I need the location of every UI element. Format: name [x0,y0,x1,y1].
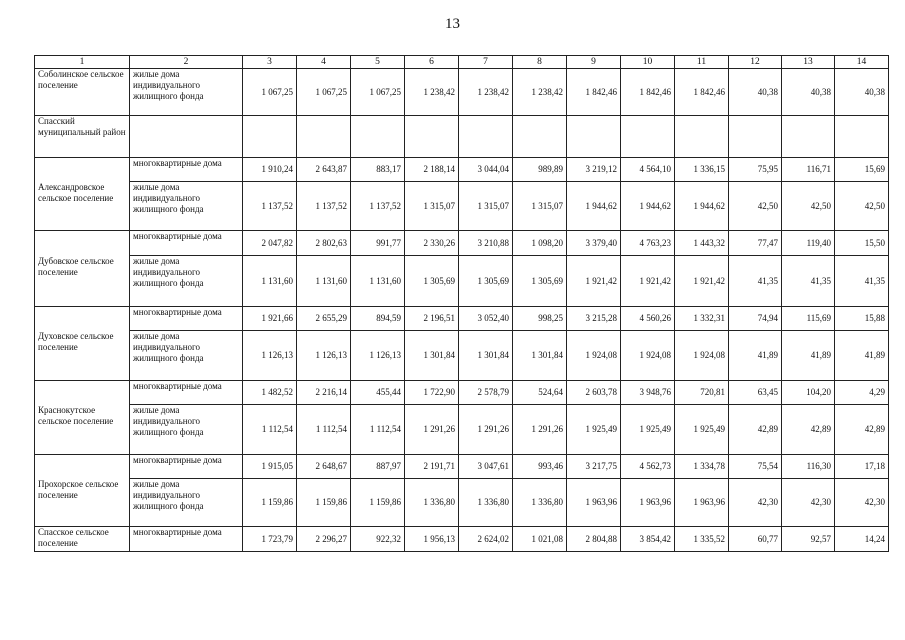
value-cell: 14,24 [835,527,889,552]
value-cell: 887,97 [351,455,405,479]
column-header: 4 [297,56,351,69]
value-cell: 1 334,78 [675,455,729,479]
value-cell: 115,69 [782,307,835,331]
value-cell: 1 291,26 [459,405,513,455]
value-cell: 1 131,60 [351,256,405,307]
value-cell: 2 196,51 [405,307,459,331]
value-cell: 720,81 [675,381,729,405]
housing-type-cell: жилые дома индивидуального жилищного фонда [130,331,243,381]
table-row [35,158,889,182]
value-cell: 2 047,82 [243,231,297,256]
value-cell: 1 336,80 [405,479,459,527]
settlement-cell: Соболинское сельское поселение [35,69,130,116]
value-cell: 15,50 [835,231,889,256]
value-cell: 40,38 [782,69,835,116]
value-cell: 15,69 [835,158,889,182]
column-header: 12 [729,56,782,69]
value-cell [782,116,835,158]
value-cell: 4 763,23 [621,231,675,256]
value-cell: 2 330,26 [405,231,459,256]
table-row [35,116,889,158]
value-cell: 455,44 [351,381,405,405]
value-cell: 15,88 [835,307,889,331]
value-cell: 1 924,08 [567,331,621,381]
value-cell: 42,89 [835,405,889,455]
table-row [35,69,889,116]
value-cell: 2 188,14 [405,158,459,182]
value-cell: 3 948,76 [621,381,675,405]
housing-type-cell: многоквартирные дома [130,455,243,479]
value-cell: 75,95 [729,158,782,182]
value-cell: 1 159,86 [243,479,297,527]
value-cell: 1 126,13 [351,331,405,381]
value-cell: 42,89 [782,405,835,455]
value-cell [513,116,567,158]
value-cell: 1 305,69 [513,256,567,307]
value-cell: 1 842,46 [567,69,621,116]
value-cell: 1 137,52 [243,182,297,231]
value-cell: 1 925,49 [675,405,729,455]
value-cell: 4 564,10 [621,158,675,182]
table-row [35,527,889,552]
value-cell: 1 910,24 [243,158,297,182]
value-cell: 1 336,80 [459,479,513,527]
table-row [35,256,889,307]
settlement-cell-spacer [35,381,130,405]
value-cell: 1 305,69 [459,256,513,307]
column-header: 2 [130,56,243,69]
value-cell: 42,50 [835,182,889,231]
value-cell: 1 067,25 [243,69,297,116]
column-header: 6 [405,56,459,69]
value-cell: 41,89 [729,331,782,381]
value-cell: 3 052,40 [459,307,513,331]
value-cell: 922,32 [351,527,405,552]
value-cell: 3 044,04 [459,158,513,182]
value-cell: 60,77 [729,527,782,552]
value-cell: 41,35 [782,256,835,307]
column-header: 1 [35,56,130,69]
housing-type-cell: многоквартирные дома [130,231,243,256]
table-row [35,405,889,455]
value-cell: 1 098,20 [513,231,567,256]
value-cell: 92,57 [782,527,835,552]
value-cell: 1 112,54 [351,405,405,455]
value-cell: 4,29 [835,381,889,405]
table-row [35,231,889,256]
value-cell: 41,89 [835,331,889,381]
value-cell: 74,94 [729,307,782,331]
table-row [35,479,889,527]
value-cell: 1 067,25 [297,69,351,116]
column-header: 3 [243,56,297,69]
housing-type-cell: жилые дома индивидуального жилищного фонда [130,405,243,455]
column-header: 8 [513,56,567,69]
value-cell [351,116,405,158]
value-cell: 41,35 [835,256,889,307]
value-cell: 883,17 [351,158,405,182]
table-row [35,307,889,331]
value-cell [297,116,351,158]
value-cell: 1 315,07 [459,182,513,231]
value-cell: 3 217,75 [567,455,621,479]
header-row [35,56,889,69]
value-cell: 1 291,26 [405,405,459,455]
value-cell: 1 921,42 [567,256,621,307]
value-cell: 42,89 [729,405,782,455]
housing-type-cell: многоквартирные дома [130,381,243,405]
value-cell [405,116,459,158]
value-cell [243,116,297,158]
housing-type-cell: жилые дома индивидуального жилищного фонда [130,69,243,116]
settlement-cell-spacer [35,158,130,182]
value-cell: 1 301,84 [459,331,513,381]
column-header: 13 [782,56,835,69]
value-cell [621,116,675,158]
settlement-cell: Духовское сельское поселение [35,331,130,381]
table-row [35,182,889,231]
value-cell: 524,64 [513,381,567,405]
value-cell: 42,30 [729,479,782,527]
value-cell: 1 137,52 [297,182,351,231]
settlement-cell: Спасское сельское поселение [35,527,130,552]
value-cell: 1 915,05 [243,455,297,479]
value-cell: 1 301,84 [513,331,567,381]
value-cell: 1 126,13 [297,331,351,381]
value-cell: 1 159,86 [297,479,351,527]
value-cell: 2 603,78 [567,381,621,405]
tariff-table [34,55,889,552]
column-header: 11 [675,56,729,69]
value-cell: 1 112,54 [243,405,297,455]
settlement-cell: Прохорское сельское поселение [35,479,130,527]
value-cell: 1 924,08 [675,331,729,381]
value-cell: 4 560,26 [621,307,675,331]
value-cell: 1 137,52 [351,182,405,231]
value-cell: 1 963,96 [675,479,729,527]
value-cell: 2 191,71 [405,455,459,479]
value-cell: 1 723,79 [243,527,297,552]
value-cell: 41,89 [782,331,835,381]
value-cell: 116,30 [782,455,835,479]
value-cell: 40,38 [835,69,889,116]
value-cell: 63,45 [729,381,782,405]
value-cell: 1 336,80 [513,479,567,527]
housing-type-cell [130,116,243,158]
value-cell: 1 921,42 [621,256,675,307]
settlement-cell-spacer [35,231,130,256]
value-cell: 1 842,46 [621,69,675,116]
value-cell: 894,59 [351,307,405,331]
value-cell: 3 215,28 [567,307,621,331]
value-cell: 2 655,29 [297,307,351,331]
value-cell: 3 379,40 [567,231,621,256]
value-cell: 2 802,63 [297,231,351,256]
value-cell: 1 021,08 [513,527,567,552]
value-cell: 998,25 [513,307,567,331]
value-cell [675,116,729,158]
settlement-cell: Краснокутское сельское поселение [35,405,130,455]
page-number: 13 [445,16,460,32]
value-cell: 1 963,96 [621,479,675,527]
value-cell: 1 842,46 [675,69,729,116]
value-cell: 116,71 [782,158,835,182]
value-cell: 104,20 [782,381,835,405]
value-cell: 1 443,32 [675,231,729,256]
value-cell: 42,30 [782,479,835,527]
housing-type-cell: многоквартирные дома [130,527,243,552]
value-cell: 3 854,42 [621,527,675,552]
value-cell: 1 238,42 [459,69,513,116]
value-cell [835,116,889,158]
value-cell: 42,50 [782,182,835,231]
table-row [35,331,889,381]
value-cell: 991,77 [351,231,405,256]
housing-type-cell: многоквартирные дома [130,158,243,182]
table-row [35,455,889,479]
value-cell: 1 925,49 [621,405,675,455]
value-cell: 1 112,54 [297,405,351,455]
value-cell [567,116,621,158]
value-cell: 1 924,08 [621,331,675,381]
value-cell [729,116,782,158]
value-cell: 119,40 [782,231,835,256]
value-cell: 41,35 [729,256,782,307]
value-cell: 75,54 [729,455,782,479]
table-row [35,381,889,405]
value-cell: 2 578,79 [459,381,513,405]
value-cell: 1 131,60 [297,256,351,307]
value-cell: 1 944,62 [621,182,675,231]
housing-type-cell: многоквартирные дома [130,307,243,331]
housing-type-cell: жилые дома индивидуального жилищного фонда [130,256,243,307]
value-cell: 1 722,90 [405,381,459,405]
value-cell: 1 944,62 [567,182,621,231]
value-cell: 1 291,26 [513,405,567,455]
value-cell: 1 335,52 [675,527,729,552]
value-cell: 2 804,88 [567,527,621,552]
value-cell: 1 238,42 [513,69,567,116]
value-cell: 1 921,66 [243,307,297,331]
value-cell: 1 305,69 [405,256,459,307]
value-cell: 1 956,13 [405,527,459,552]
column-header: 9 [567,56,621,69]
value-cell [459,116,513,158]
value-cell: 1 301,84 [405,331,459,381]
value-cell: 3 210,88 [459,231,513,256]
column-header: 5 [351,56,405,69]
value-cell: 1 315,07 [405,182,459,231]
value-cell: 1 921,42 [675,256,729,307]
value-cell: 1 332,31 [675,307,729,331]
value-cell: 42,30 [835,479,889,527]
value-cell: 2 296,27 [297,527,351,552]
value-cell: 2 624,02 [459,527,513,552]
value-cell: 1 131,60 [243,256,297,307]
value-cell: 2 643,87 [297,158,351,182]
value-cell: 1 963,96 [567,479,621,527]
column-header: 14 [835,56,889,69]
settlement-cell: Спасский муниципальный район [35,116,130,158]
value-cell: 1 126,13 [243,331,297,381]
settlement-cell: Дубовское сельское поселение [35,256,130,307]
settlement-cell-spacer [35,455,130,479]
value-cell: 1 067,25 [351,69,405,116]
value-cell: 2 648,67 [297,455,351,479]
settlement-cell-spacer [35,307,130,331]
value-cell: 1 315,07 [513,182,567,231]
value-cell: 3 047,61 [459,455,513,479]
value-cell: 1 336,15 [675,158,729,182]
settlement-cell: Александровское сельское поселение [35,182,130,231]
value-cell: 993,46 [513,455,567,479]
value-cell: 1 944,62 [675,182,729,231]
value-cell: 17,18 [835,455,889,479]
value-cell: 1 482,52 [243,381,297,405]
value-cell: 3 219,12 [567,158,621,182]
value-cell: 1 925,49 [567,405,621,455]
value-cell: 4 562,73 [621,455,675,479]
column-header: 7 [459,56,513,69]
value-cell: 1 159,86 [351,479,405,527]
value-cell: 42,50 [729,182,782,231]
column-header: 10 [621,56,675,69]
value-cell: 77,47 [729,231,782,256]
value-cell: 2 216,14 [297,381,351,405]
value-cell: 989,89 [513,158,567,182]
housing-type-cell: жилые дома индивидуального жилищного фонда [130,479,243,527]
value-cell: 1 238,42 [405,69,459,116]
housing-type-cell: жилые дома индивидуального жилищного фонда [130,182,243,231]
value-cell: 40,38 [729,69,782,116]
